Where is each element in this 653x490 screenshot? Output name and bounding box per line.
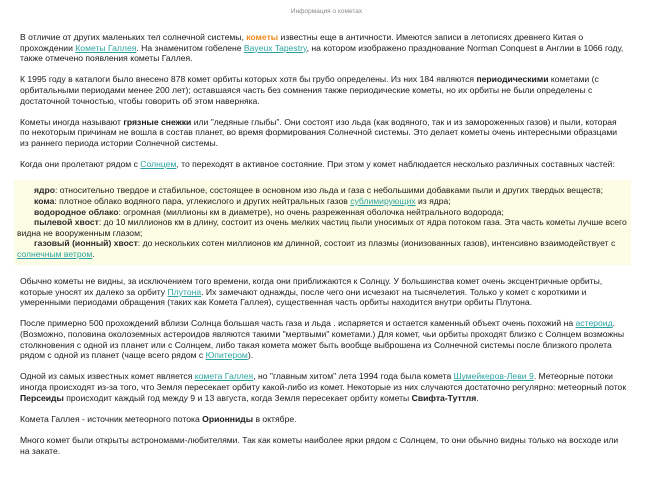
paragraph-amateurs <box>20 435 628 456</box>
text: в октябре. <box>253 413 297 424</box>
text: К 1995 году в каталоги было внесено 878 комет орбиты которых хотя бы грубо определены. Из них 184 являются <box>20 74 477 85</box>
bold-perseids: Персеиды <box>20 392 64 403</box>
highlight-comets: кометы <box>246 32 279 42</box>
text: Кометы иногда называют <box>20 116 124 127</box>
text: Когда они пролетают рядом с <box>20 159 141 170</box>
link-bayeux-tapestry[interactable]: Bayeux Tapestry <box>243 42 307 53</box>
text: кометами (с орбитальными периодами менее 200 лет); оставшаяся часть без сомнения также периодические кометы, но их орбиты не были определены с достаточной точностью, чтобы говорить об этом наверняка. <box>20 74 599 106</box>
link-pluto[interactable]: Плутона <box>167 286 202 297</box>
link-jupiter[interactable]: Юпитером <box>205 350 248 361</box>
text: , но "главным хитом" лета 1994 года была комета <box>253 371 454 382</box>
part-ion-tail <box>17 238 631 259</box>
paragraph-active-state <box>20 159 628 170</box>
paragraph-dirty-snowballs <box>20 117 628 149</box>
text: , то переходят в активное состояние. При этом у комет наблюдается несколько различных составных частей: <box>176 159 615 170</box>
text: известны еще в античности. Имеются записи в летописях древнего Китая о прохождении <box>20 32 584 53</box>
link-sublimating[interactable]: сублимирующих <box>350 195 416 206</box>
text: В отличие от других маленьких тел солнечной системы, <box>20 32 247 42</box>
text: . Их замечают однажды, после чего они исчезают на тысячелетия. Только у комет с короткими и умеренными периодами обращения (таких как Комета Галлея), существенная часть орбиты находится внутри орбиты Плутона. <box>20 286 587 308</box>
paragraph-catalog <box>20 74 628 106</box>
term-hydrogen-cloud: водородное облако <box>34 206 119 217</box>
part-coma <box>17 196 631 207</box>
bold-swift-tuttle: Свифта-Туттля <box>411 392 477 403</box>
text: Одной из самых известных комет является <box>20 371 195 382</box>
text: . <box>476 392 479 403</box>
paragraph-visibility <box>20 276 628 308</box>
link-halley-comet[interactable]: Кометы Галлея <box>75 42 137 53</box>
term-ion-tail: газовый (ионный) хвост <box>34 238 138 249</box>
paragraph-dead-comets <box>20 318 628 360</box>
comet-parts-box <box>14 180 631 265</box>
link-asteroid[interactable]: астероид <box>575 318 613 329</box>
bold-periodic: периодическими <box>476 74 549 85</box>
paragraph-famous-comets <box>20 371 628 403</box>
term-nucleus: ядро <box>34 185 55 196</box>
definition: : до нескольких сотен миллионов км длинной, состоит из плазмы (ионизованных газов), интенсивно взаимодействует с <box>137 238 616 249</box>
text: Обычно кометы не видны, за исключением того времени, когда они приближаются к Солнцу. У большинства комет очень эксцентричные орбиты, которые уносят их далеко за орбиту <box>20 276 603 297</box>
definition: из ядра; <box>415 195 451 206</box>
text: Много комет были открыты астрономами-любителями. Так как кометы наиболее ярки рядом с Солнцем, то они обычно видны только на восходе или на закате. <box>20 434 619 456</box>
text: ). <box>247 350 254 361</box>
link-halley[interactable]: комета Галлея <box>194 371 254 382</box>
page-title: Информация о кометах <box>290 8 363 15</box>
part-dust-tail <box>17 217 631 238</box>
text: происходит каждый год между 9 и 13 августа, когда Земля пересекает орбиту кометы <box>63 392 412 403</box>
text: или "ледяные глыбы". Они состоят изо льда (как водяного, так и из замороженных газов) и пыли, которая по некоторым причинам не вошла в состав планет, во время формирования Солнечной системы. Это делает кометы очень интересными образцами из раннего периода истории Солнечной системы. <box>20 116 618 148</box>
definition: : до 10 миллионов км в длину, состоит из очень мелких частиц пыли уносимых от ядра потоком газа. Эта часть кометы лучше всего видна не вооруженным глазом; <box>17 217 627 238</box>
term-coma: кома <box>34 195 55 206</box>
text: . На знаменитом гобелене <box>136 42 244 53</box>
bold-dirty-snowballs: грязные снежки <box>123 116 192 127</box>
article-body <box>17 32 628 467</box>
paragraph-intro <box>20 32 628 64</box>
link-shoemaker-levy[interactable]: Шумейкеров-Леви 9 <box>453 371 534 382</box>
paragraph-orionids <box>20 414 628 425</box>
definition: : плотное облако водяного пара, углекислого и других нейтральных газов <box>54 195 351 206</box>
text: . Метеорные потоки иногда происходят из-за того, что Земля пересекает орбиту какой-либо из комет. Некоторые из них случаются достаточно регулярно: метеорный поток <box>20 371 627 392</box>
part-hydrogen-cloud <box>17 207 631 218</box>
term-dust-tail: пылевой хвост <box>34 217 99 228</box>
text: После примерно 500 прохождений вблизи Солнца большая часть газа и льда . испаряется и остается каменный объект очень похожий на <box>20 318 576 329</box>
text: . (Возможно, половина околоземных астероидов являются такими "мертвыми" кометами.) Для комет, чьи орбиты проходят близко с Солнцем возможны столкновения с одной из планет или с Солнцем, либо такая комета может быть вообще выброшена из Солнечной системы после близкого пролета рядом с одной из планет (чаще всего рядом с <box>20 318 625 361</box>
text: Комета Галлея - источник метеорного потока <box>20 413 203 424</box>
definition: : относительно твердое и стабильное, состоящее в основном изо льда и газа с небольшими добавками пыли и других твердых веществ; <box>54 185 604 196</box>
bold-orionids: Орионниды <box>202 413 254 424</box>
text: , на котором изображено празднование Norman Conquest в Англии в 1066 году, также отмечено появления кометы Галлея. <box>20 42 624 64</box>
definition: : огромная (миллионы км в диаметре), но очень разреженная оболочка нейтрального водорода; <box>118 206 504 217</box>
part-nucleus <box>17 185 631 196</box>
link-solar-wind[interactable]: солнечным ветром <box>17 248 93 259</box>
link-sun[interactable]: Солнцем <box>140 159 177 170</box>
definition: . <box>92 248 95 259</box>
